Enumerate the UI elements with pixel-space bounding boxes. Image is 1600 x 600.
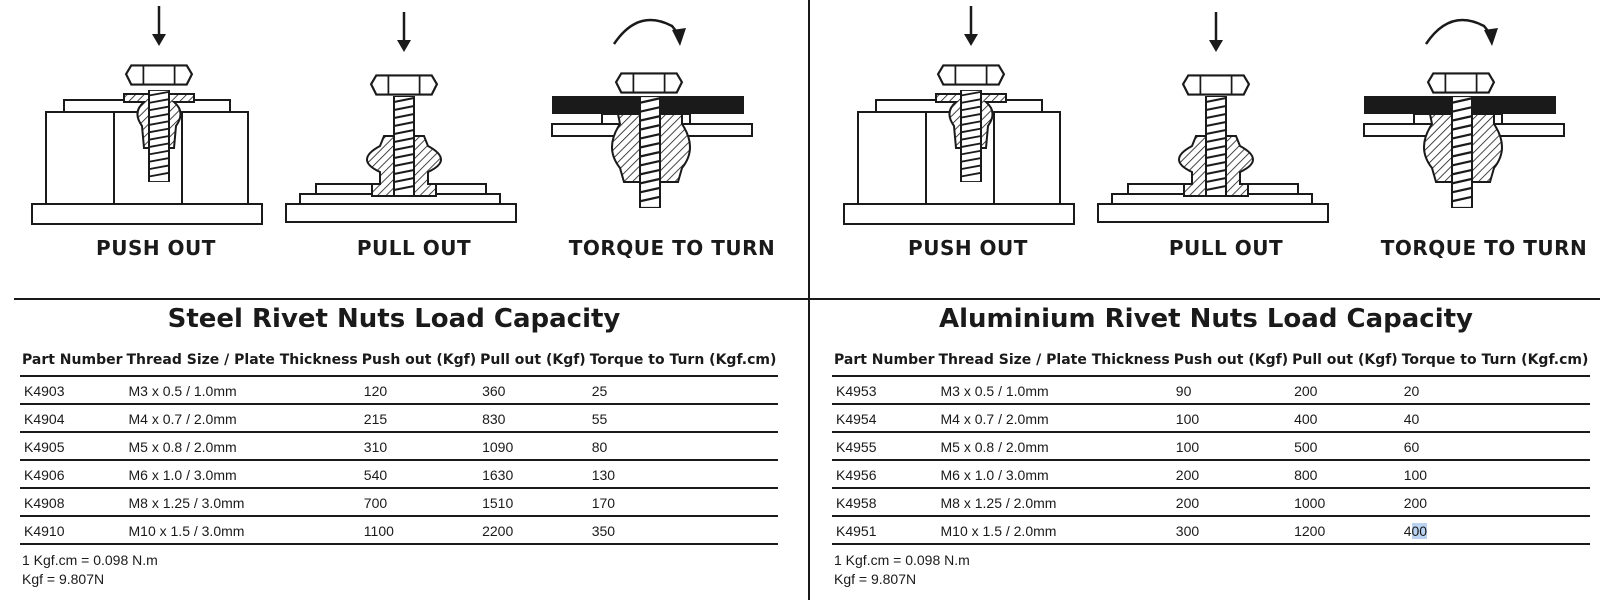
header-torque: Torque to Turn (Kgf.cm) [588,350,779,376]
torque-cell: 350 [588,516,779,544]
header-push-out: Push out (Kgf) [360,350,478,376]
thread-size-cell: M10 x 1.5 / 3.0mm [125,516,360,544]
table-row [832,516,1590,544]
steel-panel [14,0,804,600]
thread-size-cell: M8 x 1.25 / 2.0mm [937,488,1172,516]
panel-divider [808,0,810,600]
torque-cell: 40 [1400,404,1591,432]
torque-cell: 60 [1400,432,1591,460]
push-out-cell: 300 [1172,516,1290,544]
pull-out-cell: 830 [478,404,588,432]
pull-out-cell: 2200 [478,516,588,544]
text-selection-highlight[interactable]: 00 [1411,522,1428,539]
pull-out-cell: 360 [478,376,588,404]
torque-to-turn-diagram [542,0,802,230]
push-out-cell: 215 [360,404,478,432]
pull-out-cell: 1630 [478,460,588,488]
pull-out-label: PULL OUT [356,236,472,260]
header-thread-size: Thread Size / Plate Thickness [125,350,360,376]
torque-cell: 20 [1400,376,1591,404]
torque-cell: 170 [588,488,779,516]
table-row [832,404,1590,432]
table-row [20,432,778,460]
table-row [832,460,1590,488]
torque-cell: 25 [588,376,779,404]
push-out-cell: 100 [1172,404,1290,432]
pull-out-diagram [1096,0,1356,230]
pull-out-cell: 500 [1290,432,1400,460]
part-number-cell: K4956 [832,460,937,488]
part-number-cell: K4955 [832,432,937,460]
unit-note-torque: 1 Kgf.cm = 0.098 N.m [834,552,970,568]
part-number-cell: K4905 [20,432,125,460]
push-out-cell: 120 [360,376,478,404]
pull-out-cell: 1200 [1290,516,1400,544]
thread-size-cell: M6 x 1.0 / 3.0mm [125,460,360,488]
push-out-cell: 200 [1172,460,1290,488]
torque-cell: 130 [588,460,779,488]
table-row [20,516,778,544]
part-number-cell: K4953 [832,376,937,404]
push-out-label: PUSH OUT [908,236,1028,260]
unit-note-kgf: Kgf = 9.807N [22,571,105,587]
part-number-cell: K4904 [20,404,125,432]
torque-cell: 55 [588,404,779,432]
aluminium-load-table [832,350,1590,545]
torque-cell: 100 [1400,460,1591,488]
push-out-diagram [838,0,1098,230]
torque-cell: 80 [588,432,779,460]
table-row [832,376,1590,404]
aluminium-panel [826,0,1600,600]
table-header-row [20,350,778,376]
header-pull-out: Pull out (Kgf) [1290,350,1400,376]
pull-out-cell: 800 [1290,460,1400,488]
part-number-cell: K4958 [832,488,937,516]
header-push-out: Push out (Kgf) [1172,350,1290,376]
torque-cell-selected[interactable]: 400 [1400,516,1591,544]
part-number-cell: K4951 [832,516,937,544]
thread-size-cell: M5 x 0.8 / 2.0mm [125,432,360,460]
pull-out-label: PULL OUT [1168,236,1284,260]
aluminium-table-title: Aluminium Rivet Nuts Load Capacity [939,304,1473,334]
part-number-cell: K4903 [20,376,125,404]
table-row [832,432,1590,460]
table-row [20,376,778,404]
push-out-cell: 90 [1172,376,1290,404]
thread-size-cell: M8 x 1.25 / 3.0mm [125,488,360,516]
pull-out-cell: 1000 [1290,488,1400,516]
steel-table-title: Steel Rivet Nuts Load Capacity [167,304,621,334]
pull-out-cell: 400 [1290,404,1400,432]
push-out-cell: 200 [1172,488,1290,516]
header-thread-size: Thread Size / Plate Thickness [937,350,1172,376]
steel-load-table [20,350,778,545]
header-torque: Torque to Turn (Kgf.cm) [1400,350,1591,376]
thread-size-cell: M4 x 0.7 / 2.0mm [937,404,1172,432]
thread-size-cell: M4 x 0.7 / 2.0mm [125,404,360,432]
thread-size-cell: M5 x 0.8 / 2.0mm [937,432,1172,460]
torque-cell: 200 [1400,488,1591,516]
thread-size-cell: M10 x 1.5 / 2.0mm [937,516,1172,544]
thread-size-cell: M3 x 0.5 / 1.0mm [937,376,1172,404]
torque-to-turn-label: TORQUE TO TURN [1380,236,1588,260]
table-row [20,460,778,488]
torque-to-turn-diagram [1354,0,1600,230]
push-out-cell: 100 [1172,432,1290,460]
torque-to-turn-label: TORQUE TO TURN [568,236,776,260]
thread-size-cell: M6 x 1.0 / 3.0mm [937,460,1172,488]
push-out-cell: 310 [360,432,478,460]
header-pull-out: Pull out (Kgf) [478,350,588,376]
part-number-cell: K4954 [832,404,937,432]
part-number-cell: K4906 [20,460,125,488]
pull-out-cell: 1090 [478,432,588,460]
push-out-label: PUSH OUT [96,236,216,260]
header-part-number: Part Number [20,350,125,376]
table-row [832,488,1590,516]
thread-size-cell: M3 x 0.5 / 1.0mm [125,376,360,404]
header-part-number: Part Number [832,350,937,376]
part-number-cell: K4908 [20,488,125,516]
pull-out-cell: 1510 [478,488,588,516]
table-row [20,404,778,432]
push-out-cell: 700 [360,488,478,516]
table-header-row [832,350,1590,376]
push-out-cell: 540 [360,460,478,488]
pull-out-cell: 200 [1290,376,1400,404]
table-row [20,488,778,516]
push-out-cell: 1100 [360,516,478,544]
unit-note-torque: 1 Kgf.cm = 0.098 N.m [22,552,158,568]
part-number-cell: K4910 [20,516,125,544]
push-out-diagram [26,0,286,230]
pull-out-diagram [284,0,544,230]
unit-note-kgf: Kgf = 9.807N [834,571,917,587]
